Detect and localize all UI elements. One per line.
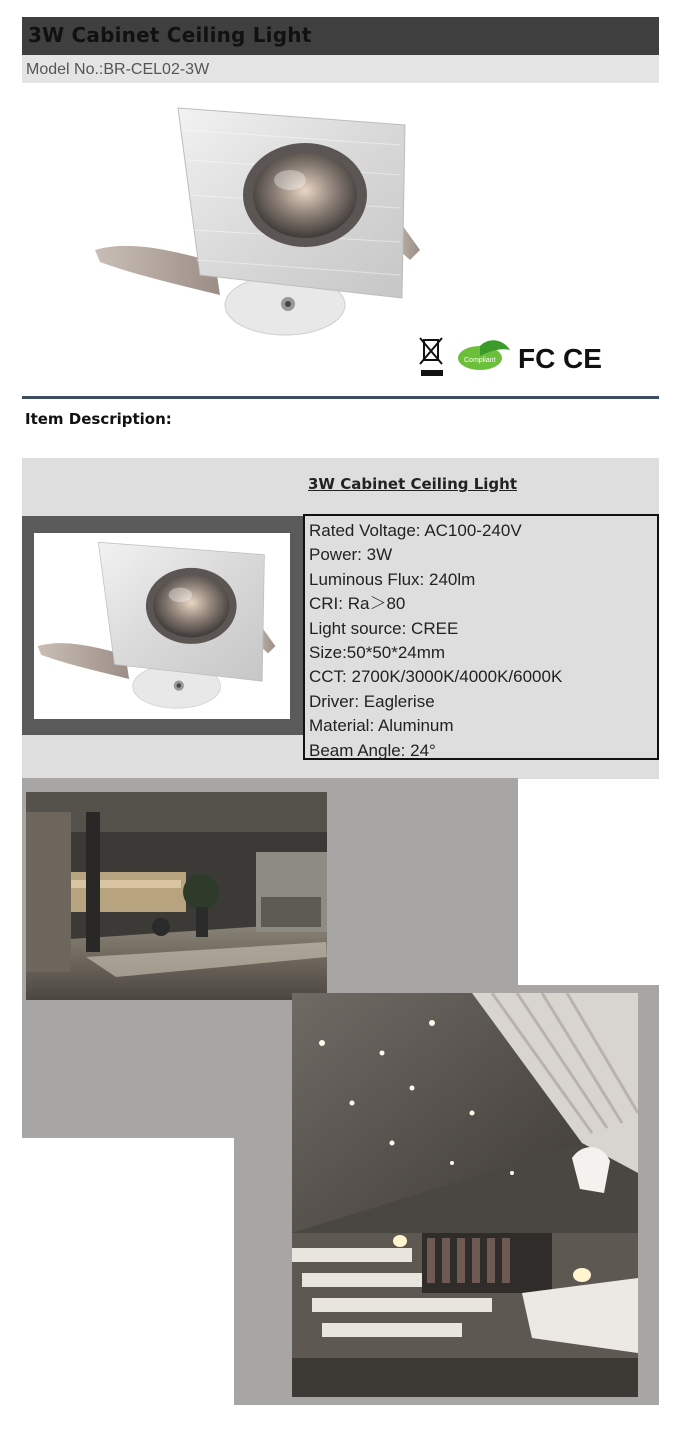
- retail-store-interior-photo: [292, 993, 638, 1397]
- rohs-compliant-icon: [458, 340, 510, 370]
- model-bar: [22, 55, 659, 83]
- spec-image-panel: [34, 533, 290, 719]
- item-description-heading: Item Description:: [25, 410, 172, 428]
- ce-icon: CE: [563, 343, 602, 374]
- spec-item: Size:50*50*24mm: [309, 642, 446, 662]
- lobby-interior-photo: [26, 792, 327, 1000]
- weee-bin-icon: [420, 338, 443, 376]
- certification-marks: [418, 334, 608, 378]
- fc-icon: FC: [518, 343, 556, 374]
- svg-text:Compliant: Compliant: [464, 357, 496, 364]
- divider: [22, 396, 659, 399]
- product-image: [90, 100, 440, 345]
- spec-list: [309, 519, 562, 763]
- model-number: Model No.:BR-CEL02-3W: [26, 61, 210, 78]
- spec-item: CCT: 2700K/3000K/4000K/6000K: [309, 667, 563, 687]
- title-bar: [22, 17, 659, 55]
- spec-title: 3W Cabinet Ceiling Light: [308, 475, 517, 493]
- spec-item: Beam Angle: 24°: [309, 740, 436, 760]
- spec-item: Driver: Eaglerise: [309, 691, 435, 711]
- spec-item: CRI: Ra＞80: [309, 594, 406, 614]
- spec-item: Material: Aluminum: [309, 716, 454, 736]
- page-title: 3W Cabinet Ceiling Light: [28, 23, 312, 47]
- spec-item: Rated Voltage: AC100-240V: [309, 521, 522, 540]
- spec-item: Light source: CREE: [309, 618, 459, 638]
- product-thumbnail: [34, 533, 290, 719]
- spec-item: Power: 3W: [309, 545, 393, 565]
- spec-item: Luminous Flux: 240lm: [309, 569, 476, 589]
